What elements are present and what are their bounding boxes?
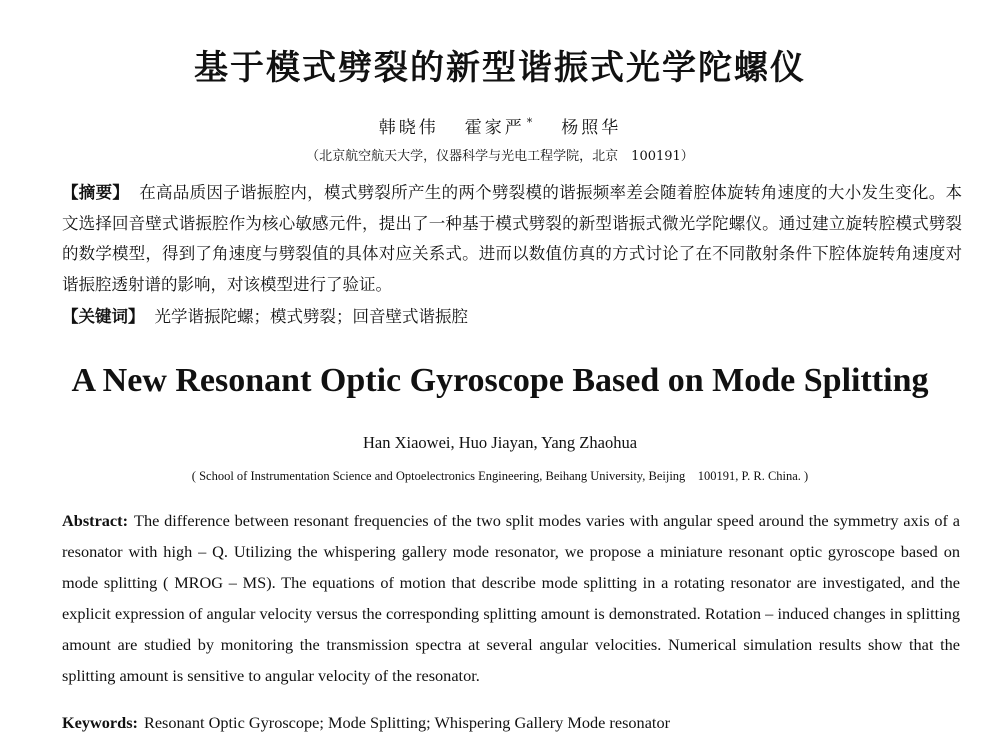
author-yang: 杨照华 <box>561 118 622 138</box>
english-keywords-label: Keywords: <box>62 713 138 732</box>
chinese-affiliation: （北京航空航天大学，仪器科学与光电工程学院，北京 100191） <box>306 149 694 164</box>
english-authors: Han Xiaowei, Huo Jiayan, Yang Zhaohua <box>362 433 638 452</box>
chinese-keywords-text: 光学谐振陀螺；模式劈裂；回音壁式谐振腔 <box>154 307 468 326</box>
english-affiliation: ( School of Instrumentation Science and Optoelectronics Engineering, Beihang University, Beijing 100191, P. R. China. ) <box>191 469 809 483</box>
author-huo: 霍家严 <box>464 118 525 138</box>
author-han: 韩晓伟 <box>378 118 439 138</box>
chinese-keywords <box>62 303 962 327</box>
corresponding-author-mark: * <box>526 116 536 130</box>
english-abstract <box>62 505 960 691</box>
english-abstract-text: The difference between resonant frequencies of the two split modes varies with angular speed around the symmetry axis of a resonator with high – Q. Utilizing the whispering gallery mode resonator, we propose a miniature resonant optic gyroscope based on mode splitting ( MROG – MS). The equations of motion that describe mode splitting in a rotating resonator are investigated, and the explicit expression of angular velocity versus the corresponding splitting amount is demonstrated. Rotation – induced changes in splitting amount are studied by monitoring the transmission spectra at several angular velocities. Numerical simulation results show that the splitting amount is sensitive to angular velocity of the resonator. <box>62 511 960 685</box>
chinese-abstract-text: 在高品质因子谐振腔内，模式劈裂所产生的两个劈裂模的谐振频率差会随着腔体旋转角速度的大小发生变化。本文选择回音壁式谐振腔作为核心敏感元件，提出了一种基于模式劈裂的新型谐振式微光学陀螺仪。通过建立旋转腔模式劈裂的数学模型，得到了角速度与劈裂值的具体对应关系式。进而以数值仿真的方式讨论了在不同散射条件下腔体旋转角速度对谐振腔透射谱的影响，对该模型进行了验证。 <box>62 183 963 294</box>
chinese-authors <box>0 113 1000 138</box>
chinese-abstract-label: 【摘要】 <box>62 183 130 202</box>
english-abstract-label: Abstract: <box>62 511 129 530</box>
chinese-keywords-label: 【关键词】 <box>62 307 145 326</box>
chinese-title: 基于模式劈裂的新型谐振式光学陀螺仪 <box>194 48 806 88</box>
chinese-abstract <box>62 178 962 300</box>
english-title: A New Resonant Optic Gyroscope Based on Mode Splitting <box>71 362 929 399</box>
english-keywords-text: Resonant Optic Gyroscope; Mode Splitting; Whispering Gallery Mode resonator <box>143 713 671 732</box>
english-keywords <box>62 713 960 733</box>
